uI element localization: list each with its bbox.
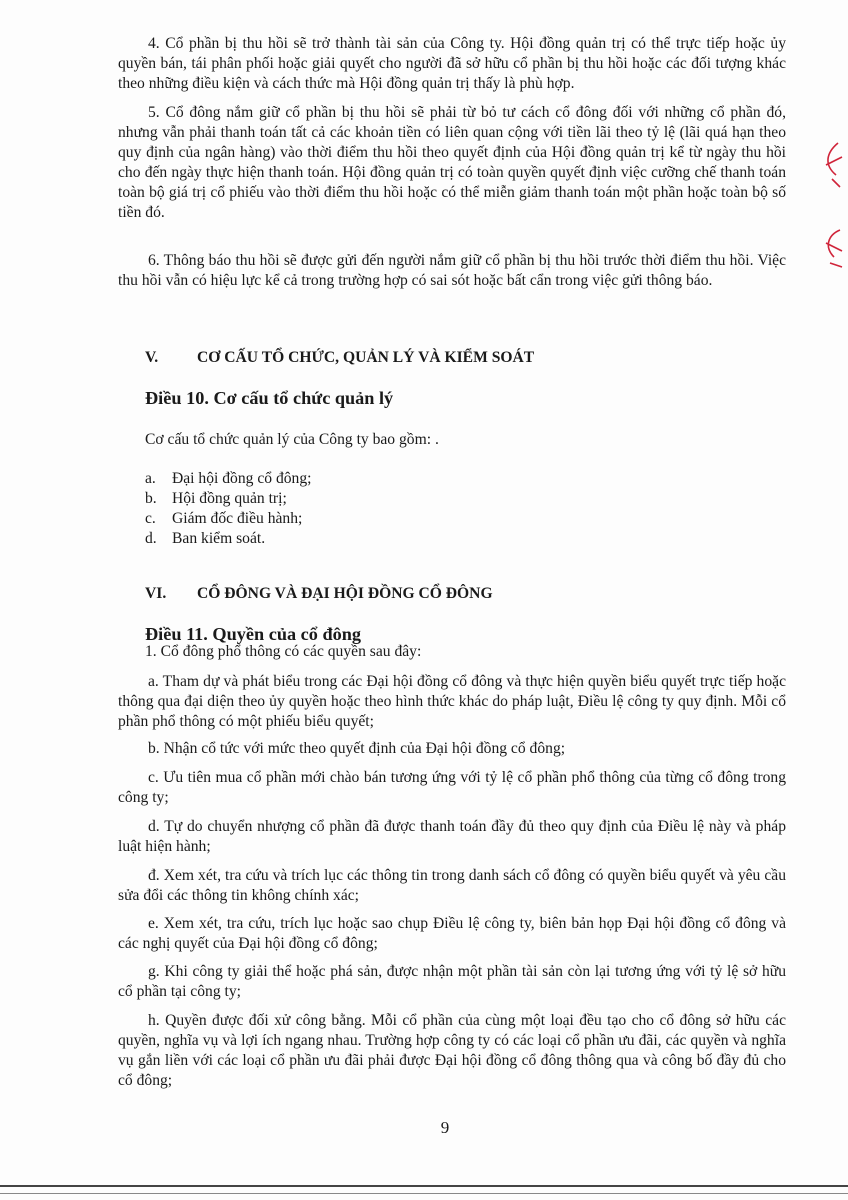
section-vi-number: VI.	[145, 585, 167, 602]
article-10-list	[145, 469, 311, 549]
list-item-label: d.	[145, 530, 157, 547]
right-d: d. Tự do chuyển nhượng cổ phần đã được thanh toán đầy đủ theo quy định của Điều lệ này và pháp luật hiện hành;	[118, 818, 786, 855]
list-item	[145, 509, 311, 529]
section-v-heading	[145, 348, 534, 368]
right-b: b. Nhận cổ tức với mức theo quyết định của Đại hội đồng cổ đông;	[148, 740, 566, 757]
list-item-text: Ban kiểm soát.	[172, 530, 266, 547]
article-10-intro: Cơ cấu tổ chức quản lý của Công ty bao gồm: .	[145, 431, 439, 448]
bottom-border-line-secondary	[0, 1193, 848, 1194]
list-item-label: b.	[145, 490, 157, 507]
right-dd: đ. Xem xét, tra cứu và trích lục các thông tin trong danh sách cổ đông có quyền biểu quyết và yêu cầu sửa đổi các thông tin không chính xác;	[118, 867, 786, 904]
stamp-fragment-icon	[818, 135, 846, 275]
list-item-label: c.	[145, 510, 156, 527]
page-number: 9	[440, 1118, 450, 1137]
list-item	[145, 529, 311, 549]
bottom-border-line	[0, 1185, 848, 1187]
right-c: c. Ưu tiên mua cổ phần mới chào bán tương ứng với tỷ lệ cổ phần phổ thông của từng cổ đông trong công ty;	[118, 769, 786, 806]
list-item	[145, 489, 311, 509]
article-11-intro: 1. Cổ đông phổ thông có các quyền sau đây:	[145, 643, 422, 660]
list-item-label: a.	[145, 470, 156, 487]
article-10-heading: Điều 10. Cơ cấu tổ chức quản lý	[145, 388, 394, 408]
paragraph-6: 6. Thông báo thu hồi sẽ được gửi đến người nắm giữ cổ phần bị thu hồi trước thời điểm thu hồi. Việc thu hồi vẫn có hiệu lực kể cả trong trường hợp có sai sót hoặc bất cẩn trong việc gửi thông báo.	[118, 252, 786, 289]
right-h: h. Quyền được đối xử công bằng. Mỗi cổ phần của cùng một loại đều tạo cho cổ đông sở hữu các quyền, nghĩa vụ và lợi ích ngang nhau. Trường hợp công ty có các loại cổ phần ưu đãi, các quyền và nghĩa vụ gắn liền với các loại cổ phần ưu đãi phải được Đại hội đồng cổ đông thông qua và công bố đầy đủ cho cổ đông;	[118, 1012, 786, 1089]
section-v-number: V.	[145, 349, 159, 366]
section-vi-heading	[145, 584, 493, 604]
right-e: e. Xem xét, tra cứu, trích lục hoặc sao chụp Điều lệ công ty, biên bản họp Đại hội đồng cổ đông và các nghị quyết của Đại hội đồng cổ đông;	[118, 915, 786, 952]
paragraph-4: 4. Cổ phần bị thu hồi sẽ trở thành tài sản của Công ty. Hội đồng quản trị có thể trực tiếp hoặc ủy quyền bán, tái phân phối hoặc giải quyết cho người đã sở hữu cổ phần bị thu hồi hoặc các đối tượng khác theo những điều kiện và cách thức mà Hội đồng quản trị thấy là phù hợp.	[118, 35, 786, 92]
list-item-text: Đại hội đồng cổ đông;	[172, 470, 312, 487]
right-g: g. Khi công ty giải thể hoặc phá sản, được nhận một phần tài sản còn lại tương ứng với tỷ lệ sở hữu cổ phần tại công ty;	[118, 963, 786, 1000]
article-11-heading: Điều 11. Quyền của cổ đông	[145, 624, 361, 644]
list-item	[145, 469, 311, 489]
list-item-text: Hội đồng quản trị;	[172, 490, 287, 507]
section-vi-title: CỔ ĐÔNG VÀ ĐẠI HỘI ĐỒNG CỔ ĐÔNG	[197, 585, 493, 602]
list-item-text: Giám đốc điều hành;	[172, 510, 303, 527]
right-a: a. Tham dự và phát biểu trong các Đại hội đồng cổ đông và thực hiện quyền biểu quyết trực tiếp hoặc thông qua đại diện theo ủy quyền hoặc theo hình thức khác do pháp luật, Điều lệ công ty quy định. Mỗi cổ phần phổ thông có một phiếu biểu quyết;	[118, 673, 786, 730]
paragraph-5: 5. Cổ đông nắm giữ cổ phần bị thu hồi sẽ phải từ bỏ tư cách cổ đông đối với những cổ phần đó, nhưng vẫn phải thanh toán tất cả các khoản tiền có liên quan cộng với tiền lãi theo tỷ lệ (lãi quá hạn theo quy định của ngân hàng) vào thời điểm thu hồi theo quyết định của Hội đồng quản trị kể từ ngày thu hồi cho đến ngày thực hiện thanh toán. Hội đồng quản trị có toàn quyền quyết định việc cưỡng chế thanh toán toàn bộ giá trị cổ phiếu vào thời điểm thu hồi hoặc có thể miễn giảm thanh toán một phần hoặc toàn bộ số tiền đó.	[118, 104, 786, 221]
section-v-title: CƠ CẤU TỔ CHỨC, QUẢN LÝ VÀ KIỂM SOÁT	[197, 349, 535, 366]
